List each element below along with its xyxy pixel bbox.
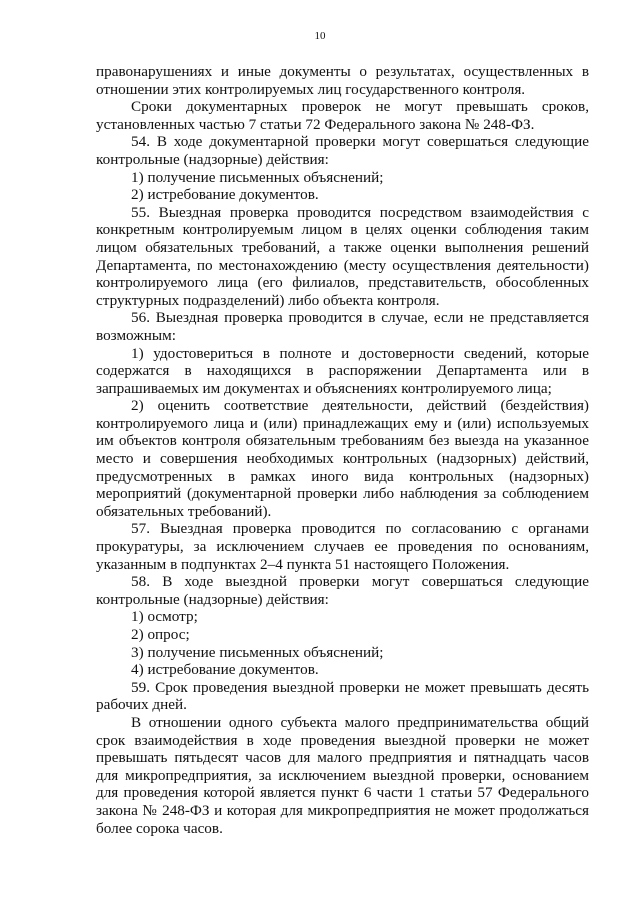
- paragraph-p56-2: 2) оценить соответствие деятельности, действий (бездействия) контролируемого лица и (или) принадлежащих ему и (или) используемых им объектов контроля обязательным требованиям без выезда на указанное место и совершения необходимых контрольных (надзорных) действий, предусмотренных в рамках иного вида контрольных (надзорных) мероприятий (документарной проверки либо наблюдения за соблюдением обязательных требований).: [96, 397, 589, 520]
- paragraph-p58-4: 4) истребование документов.: [131, 661, 319, 679]
- paragraph-p56-1: 1) удостовериться в полноте и достоверности сведений, которые содержатся в находящихся в распоряжении Департамента или в запрашиваемых им документах и объяснениях контролируемого лица;: [96, 344, 589, 397]
- paragraph-p-cont: правонарушениях и иные документы о результатах, осуществленных в отношении этих контролируемых лиц государственного контроля.: [96, 63, 589, 98]
- document-body: [96, 63, 589, 837]
- paragraph-p58-2: 2) опрос;: [131, 626, 190, 643]
- paragraph-p58-3: 3) получение письменных объяснений;: [131, 643, 384, 661]
- paragraph-p56: 56. Выездная проверка проводится в случае, если не представляется возможным:: [96, 309, 589, 344]
- page-number: 10: [314, 30, 326, 42]
- paragraph-p55: 55. Выездная проверка проводится посредством взаимодействия с конкретным контролируемым лицом в целях оценки соблюдения таким лицом обязательных требований, а также оценки выполнения решений Департамента, по местонахождению (месту осуществления деятельности) контролируемого лица (его филиалов, представительств, обособленных структурных подразделений) либо объекта контроля.: [96, 203, 589, 309]
- paragraph-p59: 59. Срок проведения выездной проверки не может превышать десять рабочих дней.: [96, 678, 589, 714]
- paragraph-p54-1: 1) получение письменных объяснений;: [131, 168, 384, 186]
- paragraph-p-terms: Сроки документарных проверок не могут превышать сроков, установленных частью 7 статьи 72 Федерального закона № 248-ФЗ.: [96, 98, 589, 133]
- paragraph-p54: 54. В ходе документарной проверки могут совершаться следующие контрольные (надзорные) действия:: [96, 133, 589, 168]
- paragraph-p58-1: 1) осмотр;: [131, 608, 198, 626]
- paragraph-p57: 57. Выездная проверка проводится по согласованию с органами прокуратуры, за исключением случаев ее проведения по основаниям, указанным в подпунктах 2–4 пункта 51 настоящего Положения.: [96, 520, 589, 573]
- paragraph-p54-2: 2) истребование документов.: [131, 186, 319, 204]
- paragraph-p59-2: В отношении одного субъекта малого предпринимательства общий срок взаимодействия в ходе проведения выездной проверки не может превышать пятьдесят часов для малого предприятия и пятнадцать часов для микропредприятия, за исключением выездной проверки, основанием для проведения которой является пункт 6 части 1 статьи 57 Федерального закона № 248-ФЗ и которая для микропредприятия не может продолжаться более сорока часов.: [96, 713, 589, 837]
- paragraph-p58: 58. В ходе выездной проверки могут совершаться следующие контрольные (надзорные) действия:: [96, 573, 589, 608]
